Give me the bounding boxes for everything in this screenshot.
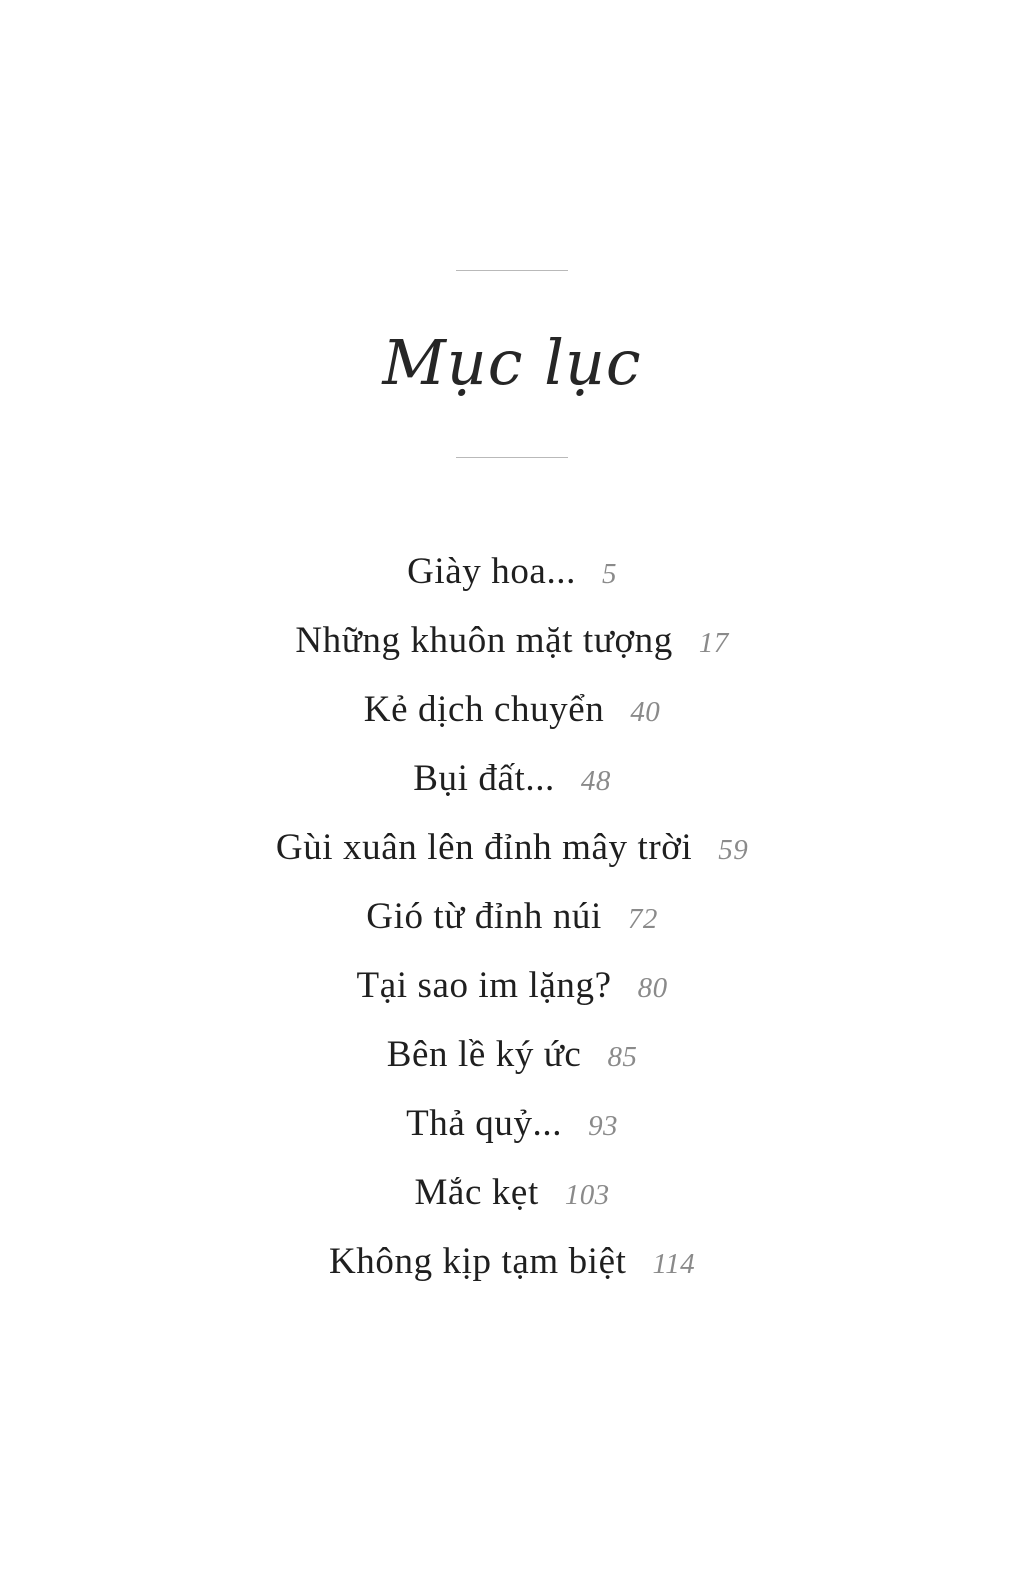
toc-entry-title: Gió từ đỉnh núi — [366, 896, 602, 938]
toc-entry[interactable] — [366, 895, 657, 964]
toc-entry-page: 48 — [580, 765, 611, 798]
toc-entry-title: Bụi đất... — [413, 758, 555, 800]
toc-entry[interactable] — [387, 1033, 638, 1102]
toc-entry-title: Gùi xuân lên đỉnh mây trời — [275, 827, 693, 869]
toc-entry-page: 103 — [564, 1179, 610, 1212]
toc-entry-page: 17 — [698, 627, 729, 660]
toc-entry[interactable] — [414, 1171, 609, 1240]
toc-entry[interactable] — [364, 688, 660, 757]
divider-bottom — [456, 457, 568, 458]
toc-entry-title: Mắc kẹt — [414, 1172, 539, 1214]
toc-entry-page: 40 — [630, 696, 661, 729]
toc-entry-title: Giày hoa... — [407, 551, 577, 593]
toc-entry-page: 93 — [588, 1110, 618, 1143]
toc-entry-page: 85 — [607, 1041, 638, 1074]
toc-entry-title: Tại sao im lặng? — [356, 965, 612, 1007]
toc-entry[interactable] — [276, 826, 748, 895]
toc-entry-page: 5 — [602, 558, 617, 591]
toc-entry[interactable] — [357, 964, 668, 1033]
toc-entry[interactable] — [407, 550, 617, 619]
toc-entry-title: Bên lề ký ức — [386, 1034, 582, 1076]
toc-entry-page: 72 — [627, 903, 658, 936]
divider-top — [456, 270, 568, 271]
toc-entry-title: Thả quỷ... — [406, 1103, 563, 1145]
toc-entry-page: 80 — [637, 972, 668, 1005]
toc-entry[interactable] — [406, 1102, 618, 1171]
toc-entry-title: Những khuôn mặt tượng — [295, 620, 673, 662]
toc-entry[interactable] — [329, 1240, 695, 1309]
toc-entry-page: 59 — [718, 834, 749, 867]
toc-entry-title: Không kịp tạm biệt — [328, 1241, 627, 1283]
page-title: Mục lục — [382, 326, 642, 399]
toc-entry[interactable] — [413, 757, 610, 826]
toc-entry-page: 114 — [652, 1248, 696, 1281]
toc-list — [0, 550, 1024, 1309]
toc-entry[interactable] — [295, 619, 728, 688]
toc-entry-title: Kẻ dịch chuyển — [363, 689, 605, 731]
